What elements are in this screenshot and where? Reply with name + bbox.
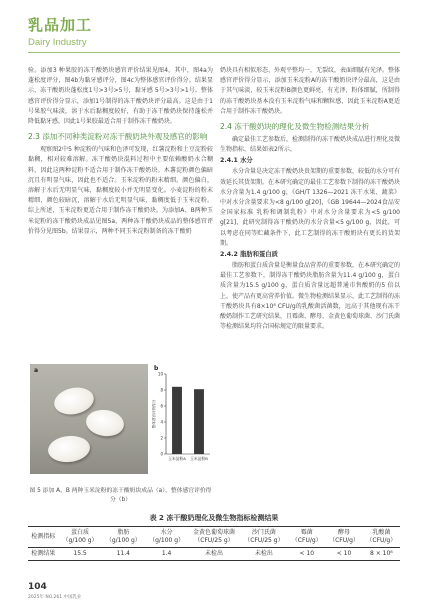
table-header-cell: 酵母 （CFU/g） (329, 529, 359, 544)
right-column (220, 66, 400, 332)
paragraph: 奶块具有相似形态、外观平整均一，无裂纹，表面细腻有光泽。整体感官评价得分显示，添加玉米淀粉A的冻干酸奶块评分最高，这是由于其气味淡，较玉米淀粉B颜色更鲜亮、有光泽，粉体细腻，所制得的冻干酸奶块基本没有玉米淀粉气味和颗粒感，因此玉米淀粉A更适合用于制作冻干酸奶块。 (220, 67, 401, 115)
results-table (28, 526, 400, 561)
y-tick-label: 6 (160, 403, 163, 409)
table-cell: 15.5 (73, 550, 87, 557)
paragraph: 水分含量是决定冻干酸奶块贵架期的重要参数，较低的水分可有效延长其货架期。在本研究确定的最佳工艺参数下制得的冻干酸奶块水分含量为1.4 g/100 g，《GH/T 1326—2021 冻干水果、蔬菜》中对水分含量要求为<8 g/100 g[20]，《GB 19644—2024食品安全国家标准 乳粉和调制乳粉》中对水分含量要求为<5 g/100 g[21]，此研究制得冻干酸奶块的水分含量<5 g/100 g，因此，可以考虑在同等贮藏条件下，此工艺制得的冻干酸奶块有更长的货架期。 (220, 168, 401, 247)
table-cell: 11.4 (116, 550, 130, 557)
table-header-cell: 水分 （g/100 g） (149, 529, 185, 544)
yogurt-block (47, 434, 91, 464)
paragraph: 观察图2中5 种淀粉的气味和色泽可发现，红薯淀粉和土豆淀粉较黏稠，相对较难溶解。冻干酸奶块混料过程中主要依赖酸奶水合糊料，因此这两种淀粉不适合用于制作冻干酸奶块。木薯淀粉颜色偏暗沉且有明显气味，因此也不适合。玉米淀粉的粉末精细，颜色偏白，溶解于水后无明显气味，黏稠度较小并无明显变化。小麦淀粉的粉末精细，颜色较暗沉，溶解于水后无明显气味，黏稠度低于玉米淀粉。综上所述，玉米淀粉更适合用于制作冻干酸奶块。为添加A、B两种玉米淀粉的冻干酸奶块成品见图5a，两种冻干酸奶块成品的整体感官评价得分见图5b。结果显示，两种不同玉米淀粉制备的冻干酸奶 (28, 146, 213, 235)
panel-label-a: a (34, 367, 39, 374)
table-cell: 未检出 (254, 550, 273, 557)
table-header-cell: 沙门氏菌 （CFU/25 g） (244, 529, 284, 544)
table-cell: 未检出 (204, 550, 223, 557)
table-cell: 检测结果 (31, 550, 56, 557)
issue-source: 2025年 NO.261 中国乳业 (28, 595, 82, 600)
x-tick-label: 玉米淀粉B (190, 456, 208, 461)
y-tick-label: 0 (160, 451, 163, 457)
table-header-cell: 蛋白质 （g/100 g） (62, 529, 98, 544)
subsection-heading: 2.4.1 水分 (220, 157, 253, 165)
figure-caption: 图 5 添加 A、B 两种玉米淀粉的冻干酸奶块成品（a），整体感官评价得分（b） (29, 488, 212, 503)
table-header-cell: 金黄色葡萄球菌 （CFU/25 g） (192, 529, 235, 544)
journal-subtitle: Dairy Industry (28, 37, 87, 48)
section-heading: 2.4 冻干酸奶块的理化及微生物检测结果分析 (220, 122, 370, 132)
section-heading: 2.3 添加不同种类淀粉对冻干酸奶块外观及感官的影响 (28, 132, 208, 142)
table-header-cell: 乳酸菌 （CFU/g） (366, 529, 397, 544)
table-cell: < 10 (336, 550, 352, 557)
header-rule (28, 52, 400, 53)
paragraph: 脂肪和蛋白质含量是衡量食品营养的重要参数，在本研究确定的最佳工艺参数下，制得冻干酸奶块脂肪含量为11.4 g/100 g，蛋白质含量为15.5 g/100 g，蛋白质含量远超普通市售酸奶的5 倍以上，使产品有更高营养价值。微生物检测结果显示，此工艺制得的冻干酸奶块具有8×10⁸ CFU/g的乳酸菌活菌数，远高于其他现有冻干酸奶制作工艺研究结果，且霉菌、酵母、金黄色葡萄球菌、沙门氏菌等检测结果均符合国标规定的限量要求。 (220, 262, 401, 331)
table-title: 表 2 冻干酸奶理化及微生物指标检测结果 (149, 514, 279, 522)
yogurt-block (84, 407, 125, 438)
paragraph: 验。添加3 种果胶的冻干酸奶块感官评价结果见图4。其中，图4a为蓬松度评分，图4b为黏牙感评分，图4c为整体感官评价得分。结果显示，冻干酸奶块蓬松度1号>3号>5号，黏牙感 5号>3号>1号。整体感官评价得分显示，添加1号制得的冻干酸奶块评分最高。这是由于1号果胶气味淡，溶于水后黏稠度较好，有助于冻干酸奶块保持蓬松并降低黏牙感，因此1号果胶最适合用于制作冻干酸奶块。 (28, 67, 213, 126)
subsection-heading: 2.4.2 脂肪和蛋白质 (220, 251, 278, 259)
paragraph: 确定最佳工艺参数后，检测制得的冻干酸奶块成品进行理化及微生物指标，结果如表2所示。 (220, 136, 401, 154)
sensory-score-bar-chart (152, 366, 212, 474)
left-column (28, 66, 213, 237)
y-tick-label: 8 (160, 387, 163, 393)
table-cell: < 10 (299, 550, 315, 557)
table-header-cell: 检测指标 (31, 533, 56, 540)
table-header-cell: 脂肪 （g/100 g） (105, 529, 141, 544)
bar (194, 389, 204, 454)
figure-5 (28, 364, 213, 484)
y-tick-label: 4 (160, 419, 163, 425)
y-axis-label: 整体感官评价得分 (152, 399, 156, 429)
panel-label-b: b (154, 365, 159, 372)
y-tick-label: 10 (157, 371, 163, 377)
journal-title: 乳品加工 (28, 16, 93, 34)
table-header-row (28, 527, 400, 548)
table-row (28, 548, 400, 561)
table-cell: 1.4 (161, 550, 172, 557)
x-tick-label: 玉米淀粉A (168, 456, 186, 461)
table-cell: 8 × 10⁸ (369, 550, 393, 557)
yogurt-block-photo (30, 364, 148, 474)
page-header (0, 0, 427, 62)
y-tick-label: 2 (160, 435, 163, 441)
bar (172, 387, 182, 454)
table-header-cell: 霉菌 （CFU/g） (291, 529, 322, 544)
page-number: 104 (28, 582, 47, 592)
